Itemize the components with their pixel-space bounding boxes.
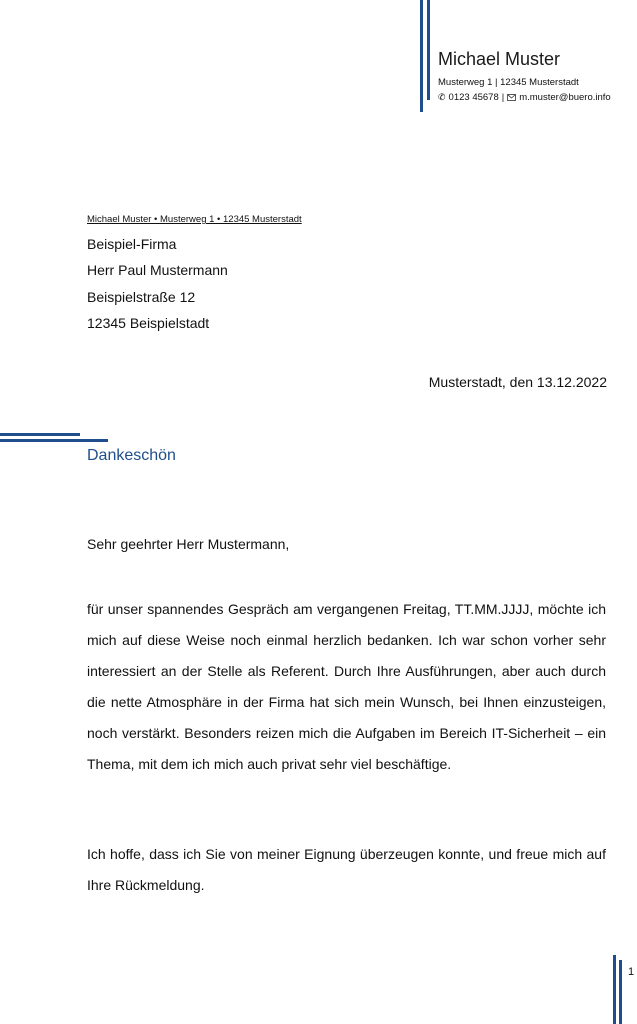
subject-heading: Dankeschön	[87, 447, 176, 464]
date-line: Musterstadt, den 13.12.2022	[428, 374, 607, 390]
footer-accent-bar	[613, 955, 616, 1024]
sender-email: m.muster@buero.info	[519, 92, 611, 103]
subject-accent-bar	[0, 433, 80, 436]
recipient-company: Beispiel-Firma	[87, 236, 177, 252]
recipient-street: Beispielstraße 12	[87, 289, 196, 305]
recipient-city: 12345 Beispielstadt	[87, 315, 210, 331]
header-accent-bar	[427, 0, 430, 100]
envelope-icon	[507, 94, 516, 101]
recipient-person: Herr Paul Mustermann	[87, 262, 228, 278]
sender-address: Musterweg 1 | 12345 Musterstadt	[438, 77, 579, 88]
phone-icon: ✆	[438, 92, 446, 102]
header-accent-bar	[420, 0, 423, 112]
page-number: 1	[628, 966, 635, 978]
sender-phone: 0123 45678	[448, 92, 499, 103]
footer-accent-bar	[619, 960, 622, 1024]
sender-name: Michael Muster	[438, 49, 561, 69]
body-paragraph: Ich hoffe, dass ich Sie von meiner Eignung überzeugen konnte, und freue mich auf Ihre Rückmeldung.	[87, 846, 606, 893]
subject-accent-bar	[0, 439, 108, 442]
sender-contact	[438, 92, 611, 103]
body-paragraph: für unser spannendes Gespräch am vergangenen Freitag, TT.MM.JJJJ, möchte ich mich auf diese Weise noch einmal herzlich bedanken. Ich war schon vorher sehr interessiert an der Stelle als Referent. Durch Ihre Ausführungen, aber auch durch die nette Atmosphäre in der Firma hat sich mein Wunsch, bei Ihnen einzusteigen, noch verstärkt. Besonders reizen mich die Aufgaben im Bereich IT-Sicherheit – ein Thema, mit dem ich mich auch privat sehr viel beschäftige.	[87, 601, 606, 772]
salutation: Sehr geehrter Herr Mustermann,	[87, 536, 290, 552]
return-address-line: Michael Muster • Musterweg 1 • 12345 Musterstadt	[87, 214, 302, 225]
contact-separator: |	[501, 92, 505, 103]
